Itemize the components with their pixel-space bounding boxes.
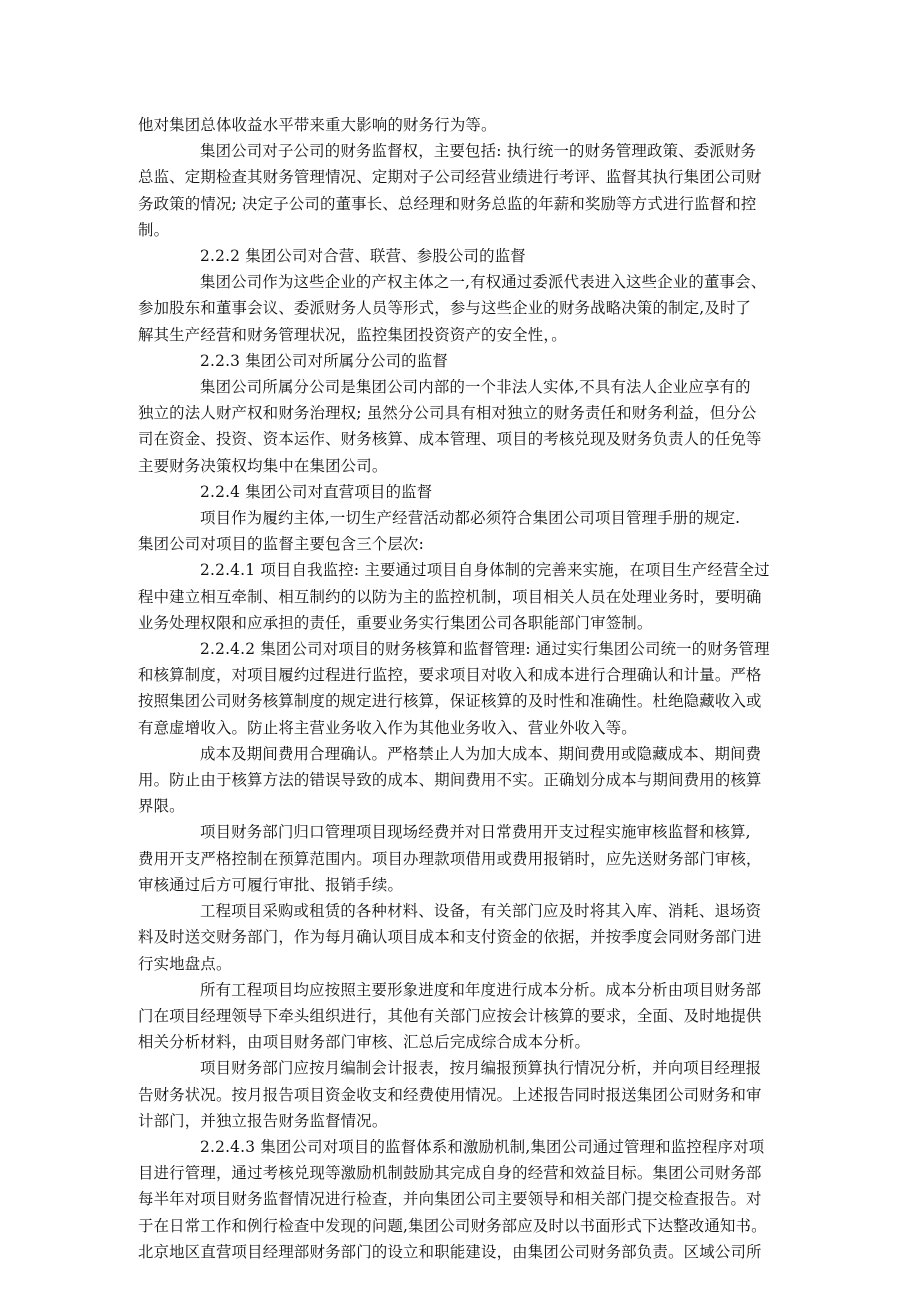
text-line: 界限。 — [138, 797, 185, 816]
text-line: 2.2.4.3 集团公司对项目的监督体系和激励机制,集团公司通过管理和监控程序对项 — [200, 1137, 765, 1156]
paragraph — [138, 898, 788, 977]
paragraph — [138, 269, 788, 348]
text-line: 所有工程项目均应按照主要形象进度和年度进行成本分析。成本分析由项目财务部 — [200, 980, 762, 999]
text-line: 用。防止由于核算方法的错误导致的成本、期间费用不实。正确划分成本与期间费用的核算 — [138, 771, 762, 790]
text-line: 项目财务部门归口管理项目现场经费并对日常费用开支过程实施审核监督和核算, — [200, 823, 751, 842]
text-line: 2.2.4.1 项目自我监控: 主要通过项目自身体制的完善来实施，在项目生产经营全过 — [200, 561, 770, 580]
paragraph — [138, 374, 788, 479]
text-line: 2.2.2 集团公司对合营、联营、参股公司的监督 — [200, 247, 526, 266]
section-heading — [138, 479, 788, 505]
text-line: 北京地区直营项目经理部财务部门的设立和职能建设，由集团公司财务部负责。区域公司所 — [138, 1242, 762, 1261]
text-line: 参加股东和董事会议、委派财务人员等形式，参与这些企业的财务战略决策的制定,及时了 — [138, 299, 752, 318]
paragraph — [138, 557, 788, 636]
text-line: 计部门，并独立报告财务监督情况。 — [138, 1111, 388, 1130]
text-line: 告财务状况。按月报告项目资金收支和经费使用情况。上述报告同时报送集团公司财务和审 — [138, 1085, 762, 1104]
paragraph — [138, 977, 788, 1056]
text-line: 和核算制度，对项目履约过程进行监控，要求项目对收入和成本进行合理确认和计量。严格 — [138, 666, 762, 685]
paragraph — [138, 1134, 788, 1265]
paragraph — [138, 819, 788, 898]
text-line: 2.2.4.2 集团公司对项目的财务核算和监督管理: 通过实行集团公司统一的财务管理 — [200, 640, 770, 659]
text-line: 集团公司作为这些企业的产权主体之一,有权通过委派代表进入这些企业的董事会、 — [200, 273, 767, 292]
text-line: 相关分析材料，由项目财务部门审核、汇总后完成综合成本分析。 — [138, 1033, 591, 1052]
text-line: 解其生产经营和财务管理状况，监控集团投资资产的安全性，。 — [138, 325, 567, 344]
paragraph — [138, 1055, 788, 1134]
text-line: 费用开支严格控制在预算范围内。项目办理款项借用或费用报销时，应先送财务部门审核， — [138, 849, 762, 868]
paragraph — [138, 636, 788, 741]
section-heading — [138, 243, 788, 269]
text-line: 于在日常工作和例行检查中发现的问题,集团公司财务部应及时以书面形式下达整改通知书。 — [138, 1216, 767, 1235]
text-line: 他对集团总体收益水平带来重大影响的财务行为等。 — [138, 116, 497, 134]
text-line: 集团公司所属分公司是集团公司内部的一个非法人实体,不具有法人企业应享有的 — [200, 378, 751, 397]
text-line: 项目财务部门应按月编制会计报表，按月编报预算执行情况分析，并向项目经理报 — [200, 1059, 762, 1078]
text-line: 每半年对项目财务监督情况进行检查，并向集团公司主要领导和相关部门提交检查报告。对 — [138, 1190, 762, 1209]
text-line: 独立的法人财产权和财务治理权; 虽然分公司具有相对独立的财务责任和财务利益，但分公 — [138, 404, 757, 423]
text-line: 审核通过后方可履行审批、报销手续。 — [138, 875, 404, 894]
text-line: 按照集团公司财务核算制度的规定进行核算，保证核算的及时性和准确性。杜绝隐藏收入或 — [138, 692, 762, 711]
document-body — [138, 112, 788, 1265]
text-line: 主要财务决策权均集中在集团公司。 — [138, 456, 388, 475]
text-line: 业务处理权限和应承担的责任，重要业务实行集团公司各职能部门审签制。 — [138, 613, 653, 632]
text-line: 制。 — [138, 220, 170, 239]
paragraph — [138, 505, 788, 557]
text-line: 项目作为履约主体,一切生产经营活动都必须符合集团公司项目管理手册的规定. — [200, 509, 741, 528]
paragraph — [138, 138, 788, 243]
text-line: 成本及期间费用合理确认。严格禁止人为加大成本、期间费用或隐藏成本、期间费 — [200, 744, 762, 763]
section-heading — [138, 348, 788, 374]
text-line: 务政策的情况; 决定子公司的董事长、总经理和财务总监的年薪和奖励等方式进行监督和控 — [138, 194, 757, 213]
text-line: 2.2.4 集团公司对直营项目的监督 — [200, 482, 433, 501]
paragraph — [138, 112, 788, 138]
text-line: 行实地盘点。 — [138, 954, 232, 973]
text-line: 程中建立相互牵制、相互制约的以防为主的监控机制，项目相关人员在处理业务时，要明确 — [138, 587, 762, 606]
text-line: 目进行管理，通过考核兑现等激励机制鼓励其完成自身的经营和效益目标。集团公司财务部 — [138, 1164, 762, 1183]
text-line: 司在资金、投资、资本运作、财务核算、成本管理、项目的考核兑现及财务负责人的任免等 — [138, 430, 762, 449]
text-line: 有意虚增收入。防止将主营业务收入作为其他业务收入、营业外收入等。 — [138, 718, 637, 737]
text-line: 料及时送交财务部门，作为每月确认项目成本和支付资金的依据，并按季度会同财务部门进 — [138, 928, 762, 947]
text-line: 集团公司对子公司的财务监督权，主要包括: 执行统一的财务管理政策、委派财务 — [200, 142, 757, 161]
text-line: 总监、定期检查其财务管理情况、定期对子公司经营业绩进行考评、监督其执行集团公司财 — [138, 168, 762, 187]
text-line: 门在项目经理领导下牵头组织进行，其他有关部门应按会计核算的要求，全面、及时地提供 — [138, 1006, 762, 1025]
text-line: 工程项目采购或租赁的各种材料、设备，有关部门应及时将其入库、消耗、退场资 — [200, 902, 762, 921]
text-line: 集团公司对项目的监督主要包含三个层次: — [138, 535, 425, 554]
paragraph — [138, 741, 788, 820]
text-line: 2.2.3 集团公司对所属分公司的监督 — [200, 351, 448, 370]
